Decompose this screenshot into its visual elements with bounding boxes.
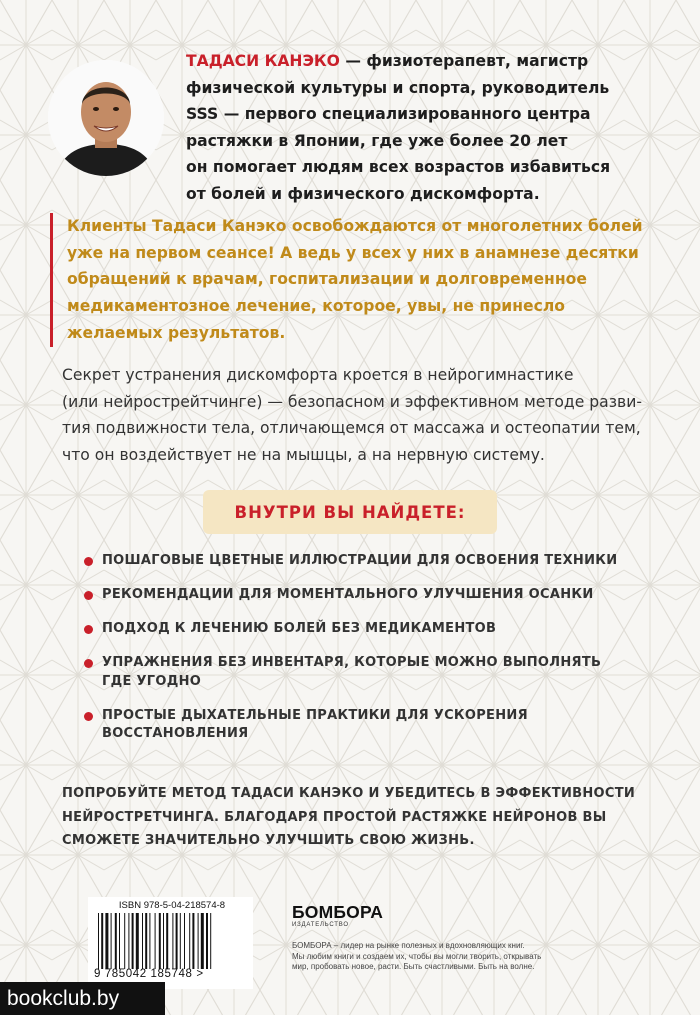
method-description [62, 362, 662, 468]
publisher-subtitle: ИЗДАТЕЛЬСТВО [292, 922, 349, 928]
author-name: ТАДАСИ КАНЭКО [186, 52, 340, 70]
feature-text: ВОССТАНОВЛЕНИЯ [102, 726, 249, 741]
publisher-logo [292, 902, 383, 928]
barcode-digits: 9 785042 185748 > [94, 968, 204, 980]
publisher-description [292, 941, 602, 973]
closing-text [62, 782, 662, 853]
description-line: Секрет устранения дискомфорта кроется в нейрогимнастике [62, 366, 574, 384]
author-bio-line: SSS — первого специализированного центра [186, 105, 591, 124]
author-photo [48, 60, 164, 176]
description-line: (или нейрострейтчинге) — безопасном и эффективном методе разви- [62, 392, 642, 411]
author-bio-line: — физиотерапевт, магистр [339, 52, 589, 70]
author-bio-line: он помогает людям всех возрастов избавиться [186, 158, 611, 177]
quote-line: медикаментозное лечение, которое, увы, не принесло [67, 297, 565, 316]
author-bio-line: растяжки в Японии, где уже более 20 лет [186, 131, 568, 150]
feature-text: РЕКОМЕНДАЦИИ ДЛЯ МОМЕНТАЛЬНОГО УЛУЧШЕНИЯ ОСАНКИ [102, 587, 594, 602]
quote-line: уже на первом сеансе! А ведь у всех у них в анамнезе десятки [67, 243, 639, 262]
feature-text: ПРОСТЫЕ ДЫХАТЕЛЬНЫЕ ПРАКТИКИ ДЛЯ УСКОРЕНИЯ [102, 707, 528, 723]
closing-line: ПОПРОБУЙТЕ МЕТОД ТАДАСИ КАНЭКО И УБЕДИТЕСЬ В ЭФФЕКТИВНОСТИ [62, 786, 636, 801]
closing-line: НЕЙРОСТРЕТЧИНГА. БЛАГОДАРЯ ПРОСТОЙ РАСТЯЖКЕ НЕЙРОНОВ ВЫ [62, 809, 607, 825]
feature-text: ГДЕ УГОДНО [102, 673, 202, 689]
inside-heading: ВНУТРИ ВЫ НАЙДЕТЕ: [203, 490, 497, 534]
publisher-line: Мы любим книги и создаем их, чтобы вы могли творить, открывать [292, 951, 542, 961]
bullet-dot-icon [84, 591, 93, 600]
closing-line: СМОЖЕТЕ ЗНАЧИТЕЛЬНО УЛУЧШИТЬ СВОЮ ЖИЗНЬ. [62, 833, 475, 848]
watermark: bookclub.by [0, 982, 165, 1015]
bullet-dot-icon [84, 625, 93, 634]
publisher-line: БОМБОРА – лидер на рынке полезных и вдохновляющих книг. [292, 941, 525, 950]
feature-item [84, 707, 664, 744]
author-bio-line: физической культуры и спорта, руководитель [186, 78, 610, 97]
barcode [88, 897, 253, 989]
barcode-bars [96, 913, 246, 969]
highlight-quote [50, 213, 667, 347]
feature-text: УПРАЖНЕНИЯ БЕЗ ИНВЕНТАРЯ, КОТОРЫЕ МОЖНО ВЫПОЛНЯТЬ [102, 655, 602, 670]
feature-item [84, 586, 664, 605]
description-line: тия подвижности тела, отличающемся от массажа и остеопатии тем, [62, 419, 641, 438]
feature-item [84, 620, 664, 639]
quote-line: желаемых результатов. [67, 323, 286, 342]
description-line: что он воздействует не на мышцы, а на нервную систему. [62, 445, 545, 464]
feature-list [84, 552, 664, 759]
quote-line: обращений к врачам, госпитализации и долговременное [67, 270, 587, 289]
author-bio-line: от болей и физического дискомфорта. [186, 184, 540, 203]
author-bio [186, 48, 656, 208]
bullet-dot-icon [84, 557, 93, 566]
feature-text: ПОДХОД К ЛЕЧЕНИЮ БОЛЕЙ БЕЗ МЕДИКАМЕНТОВ [102, 621, 497, 636]
publisher-line: мир, пробовать новое, расти. Быть счастливыми. Быть на волне. [292, 962, 535, 971]
isbn-text: ISBN 978-5-04-218574-8 [118, 900, 226, 911]
bullet-dot-icon [84, 712, 93, 721]
feature-item [84, 552, 664, 571]
feature-item [84, 654, 664, 691]
quote-line: Клиенты Тадаси Канэко освобождаются от многолетних болей [67, 217, 643, 235]
bullet-dot-icon [84, 659, 93, 668]
publisher-name: БОМБОРА [292, 902, 384, 922]
feature-text: ПОШАГОВЫЕ ЦВЕТНЫЕ ИЛЛЮСТРАЦИИ ДЛЯ ОСВОЕНИЯ ТЕХНИКИ [102, 553, 618, 568]
